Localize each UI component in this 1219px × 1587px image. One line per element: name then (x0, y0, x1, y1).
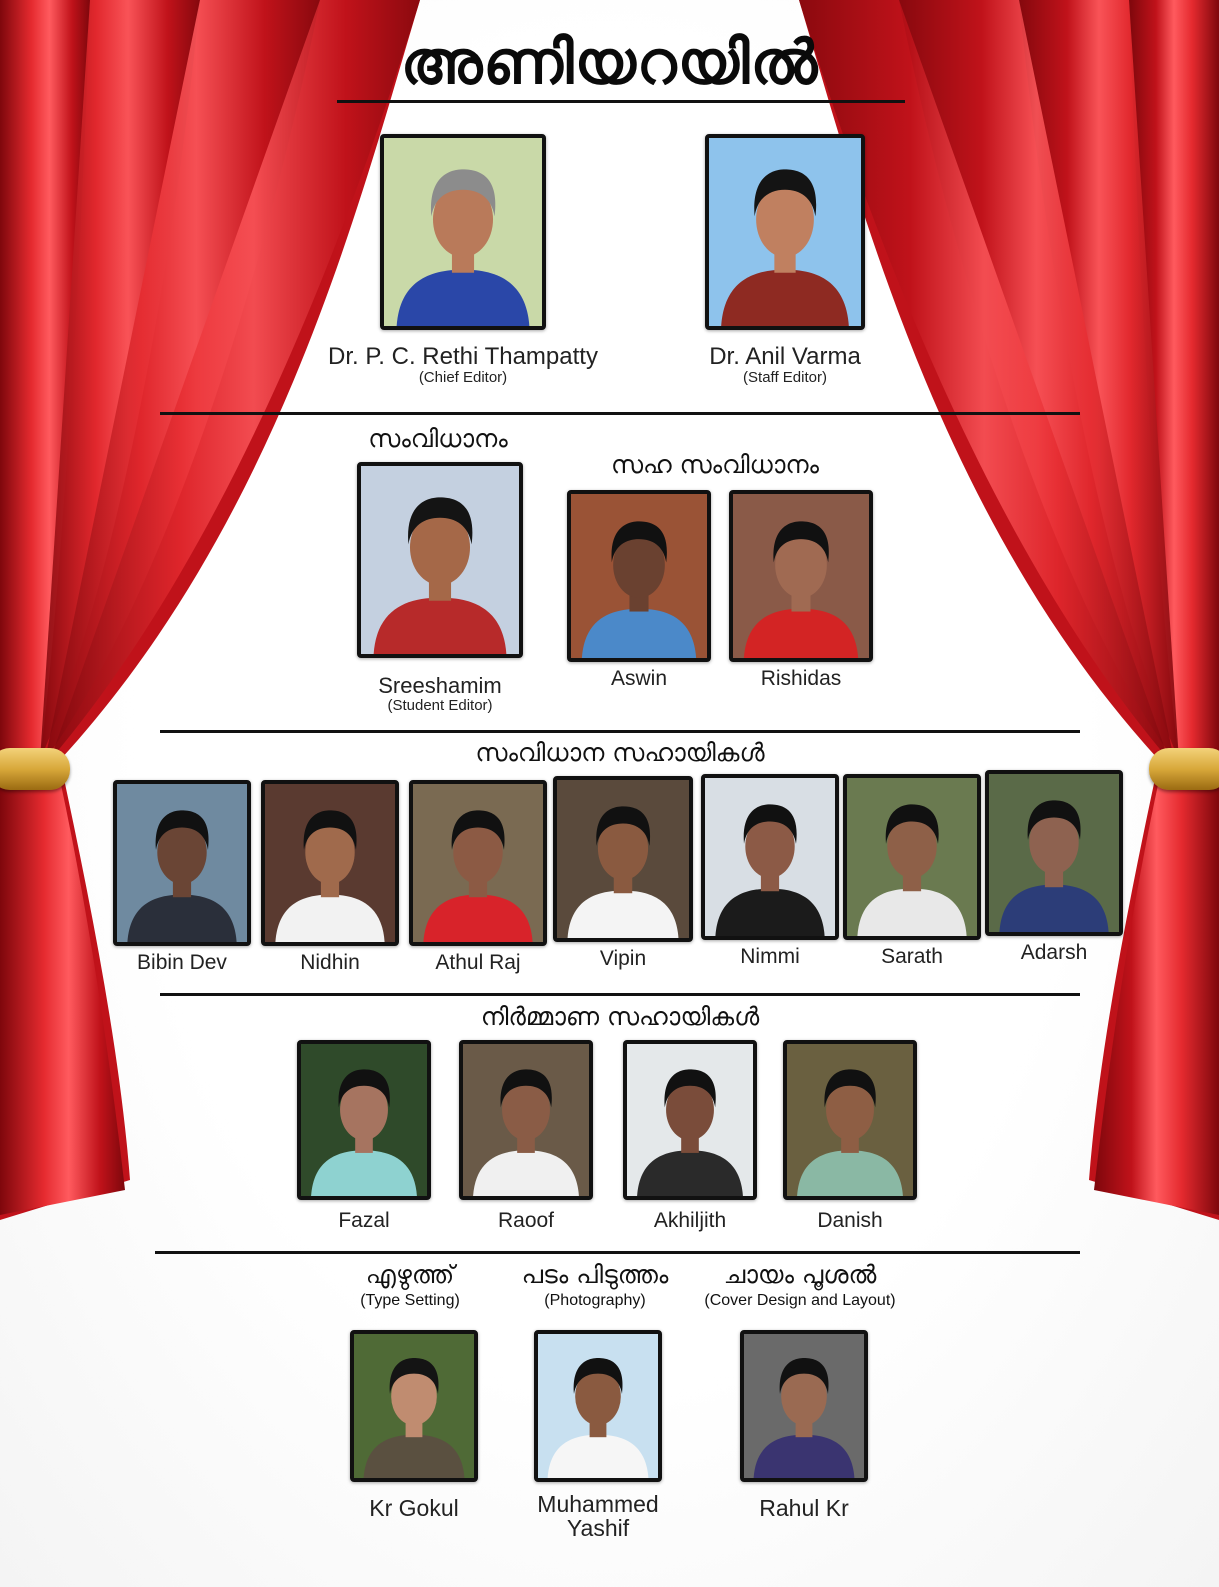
portrait-illustration (301, 1044, 427, 1196)
heading-en: (Type Setting) (360, 1292, 460, 1309)
person-name: Aswin (610, 667, 668, 690)
person-name: Dr. P. C. Rethi Thampatty (328, 343, 598, 370)
section-divider (160, 730, 1080, 733)
person-name: Akhiljith (653, 1209, 727, 1232)
heading-ml: എഴുത്ത് (365, 1260, 455, 1289)
portrait-illustration (265, 784, 395, 942)
production-assistant-photo (783, 1040, 917, 1200)
person-name: Rishidas (760, 667, 842, 690)
person-name: Adarsh (1020, 941, 1088, 964)
person-role: (Staff Editor) (743, 369, 827, 387)
assistant-photo (553, 776, 693, 942)
crew-card (528, 1330, 668, 1540)
person-name: Muhammed Yashif (537, 1491, 659, 1542)
direction-assistants-heading: സംവിധാന സഹായികൾ (475, 738, 765, 767)
section-divider (160, 993, 1080, 996)
person-name: Dr. Anil Varma (709, 343, 861, 370)
portrait-illustration (384, 138, 542, 326)
production-assistant-photo (459, 1040, 593, 1200)
portrait-illustration (361, 466, 519, 654)
assistant-photo (113, 780, 251, 946)
assistant-photo (409, 780, 547, 946)
direction-heading: സംവിധാനം (368, 424, 508, 453)
co-director-photo (729, 490, 873, 662)
portrait-illustration (847, 778, 977, 936)
portrait-illustration (705, 778, 835, 936)
section-divider (155, 1251, 1080, 1254)
crew-photo (350, 1330, 478, 1482)
co-director-card (728, 490, 874, 690)
person-name: Kr Gokul (369, 1495, 459, 1521)
assistant-card (984, 770, 1124, 964)
crew-photo (534, 1330, 662, 1482)
co-director-photo (567, 490, 711, 662)
co-direction-heading: സഹ സംവിധാനം (610, 450, 820, 479)
heading-ml: ചായം പൂശൽ (723, 1260, 877, 1289)
portrait-illustration (538, 1334, 658, 1478)
cover-design-heading (690, 1260, 910, 1310)
heading-en: (Cover Design and Layout) (704, 1292, 896, 1309)
assistant-card (112, 780, 252, 974)
heading-ml: പടം പിടുത്തം (521, 1260, 669, 1289)
production-assistant-card (458, 1040, 594, 1232)
portrait-illustration (557, 780, 689, 938)
portrait-illustration (571, 494, 707, 658)
portrait-illustration (709, 138, 861, 326)
production-assistant-photo (297, 1040, 431, 1200)
production-assistant-card (622, 1040, 758, 1232)
assistant-card (260, 780, 400, 974)
student-editor-photo (357, 462, 523, 658)
portrait-illustration (117, 784, 247, 942)
assistant-photo (843, 774, 981, 940)
portrait-illustration (733, 494, 869, 658)
crew-card (348, 1330, 480, 1520)
co-director-card (566, 490, 712, 690)
person-name: Vipin (599, 947, 647, 970)
production-assistants-heading: നിർമ്മാണ സഹായികൾ (480, 1002, 760, 1031)
assistant-card (842, 774, 982, 968)
crew-photo (740, 1330, 868, 1482)
assistant-card (700, 774, 840, 968)
person-name: Fazal (338, 1209, 390, 1232)
person-name: Sarath (881, 945, 943, 968)
person-name: Rahul Kr (759, 1495, 849, 1521)
page-title: അണിയറയിൽ (400, 28, 819, 98)
production-assistant-card (296, 1040, 432, 1232)
student-editor-card (350, 462, 530, 715)
person-name: Nidhin (300, 951, 360, 974)
assistant-card (408, 780, 548, 974)
portrait-illustration (354, 1334, 474, 1478)
portrait-illustration (463, 1044, 589, 1196)
assistant-photo (701, 774, 839, 940)
assistant-photo (261, 780, 399, 946)
portrait-illustration (989, 774, 1119, 932)
crew-card (738, 1330, 870, 1520)
portrait-illustration (627, 1044, 753, 1196)
portrait-illustration (413, 784, 543, 942)
person-name: Nimmi (740, 945, 800, 968)
assistant-card (552, 776, 694, 970)
chief-editor-card (318, 134, 608, 387)
person-name: Sreeshamim (378, 673, 502, 698)
person-role: (Student Editor) (387, 697, 493, 715)
person-name: Bibin Dev (137, 951, 227, 974)
portrait-illustration (744, 1334, 864, 1478)
staff-editor-card (680, 134, 890, 387)
person-name: Danish (817, 1209, 883, 1232)
production-assistant-photo (623, 1040, 757, 1200)
person-role: (Chief Editor) (418, 369, 508, 387)
photography-heading (500, 1260, 690, 1310)
assistant-photo (985, 770, 1123, 936)
chief-editor-photo (380, 134, 546, 330)
person-name: Raoof (497, 1209, 555, 1232)
type-setting-heading (330, 1260, 490, 1310)
title-divider (337, 100, 905, 103)
staff-editor-photo (705, 134, 865, 330)
portrait-illustration (787, 1044, 913, 1196)
production-assistant-card (782, 1040, 918, 1232)
section-divider (160, 412, 1080, 415)
person-name: Athul Raj (435, 951, 521, 974)
heading-en: (Photography) (544, 1292, 646, 1309)
